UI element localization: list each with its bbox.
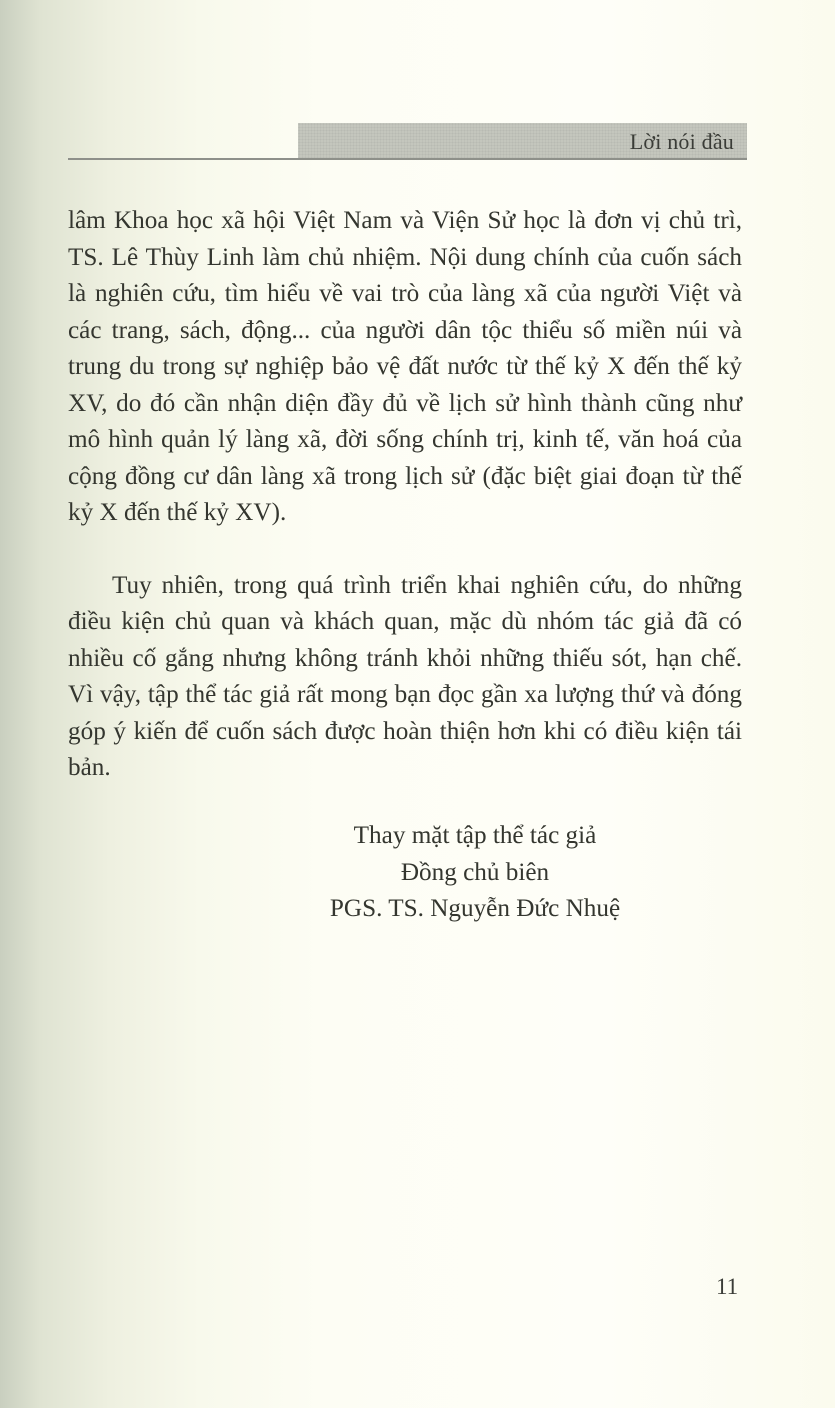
page-number: 11 [716,1274,739,1299]
body-text [68,203,742,787]
running-header-title: Lời nói đầu [629,129,734,154]
running-header [298,123,747,160]
paragraph-1: lâm Khoa học xã hội Việt Nam và Viện Sử học là đơn vị chủ trì, TS. Lê Thùy Linh làm chủ nhiệm. Nội dung chính của cuốn sách là nghiên cứu, tìm hiểu về vai trò của làng xã của người Việt và các trang, sách, động... của người dân tộc thiểu số miền núi và trung du trong sự nghiệp bảo vệ đất nước từ thế kỷ X đến thế kỷ XV, do đó cần nhận diện đầy đủ về lịch sử hình thành cũng như mô hình quản lý làng xã, đời sống chính trị, kinh tế, văn hoá của cộng đồng cư dân làng xã trong lịch sử (đặc biệt giai đoạn từ thế kỷ X đến thế kỷ XV). [68,207,742,526]
signature-on-behalf: Thay mặt tập thể tác giả [353,822,597,849]
signature-name: PGS. TS. Nguyễn Đức Nhuệ [329,895,621,922]
paragraph-2: Tuy nhiên, trong quá trình triển khai nghiên cứu, do những điều kiện chủ quan và khách quan, mặc dù nhóm tác giả đã có nhiều cố gắng nhưng không tránh khỏi những thiếu sót, hạn chế. Vì vậy, tập thể tác giả rất mong bạn đọc gần xa lượng thứ và đóng góp ý kiến để cuốn sách được hoàn thiện hơn khi có điều kiện tái bản. [68,571,742,781]
signature-role: Đồng chủ biên [400,858,550,886]
signature-block [280,818,670,928]
header-rule [68,158,747,160]
